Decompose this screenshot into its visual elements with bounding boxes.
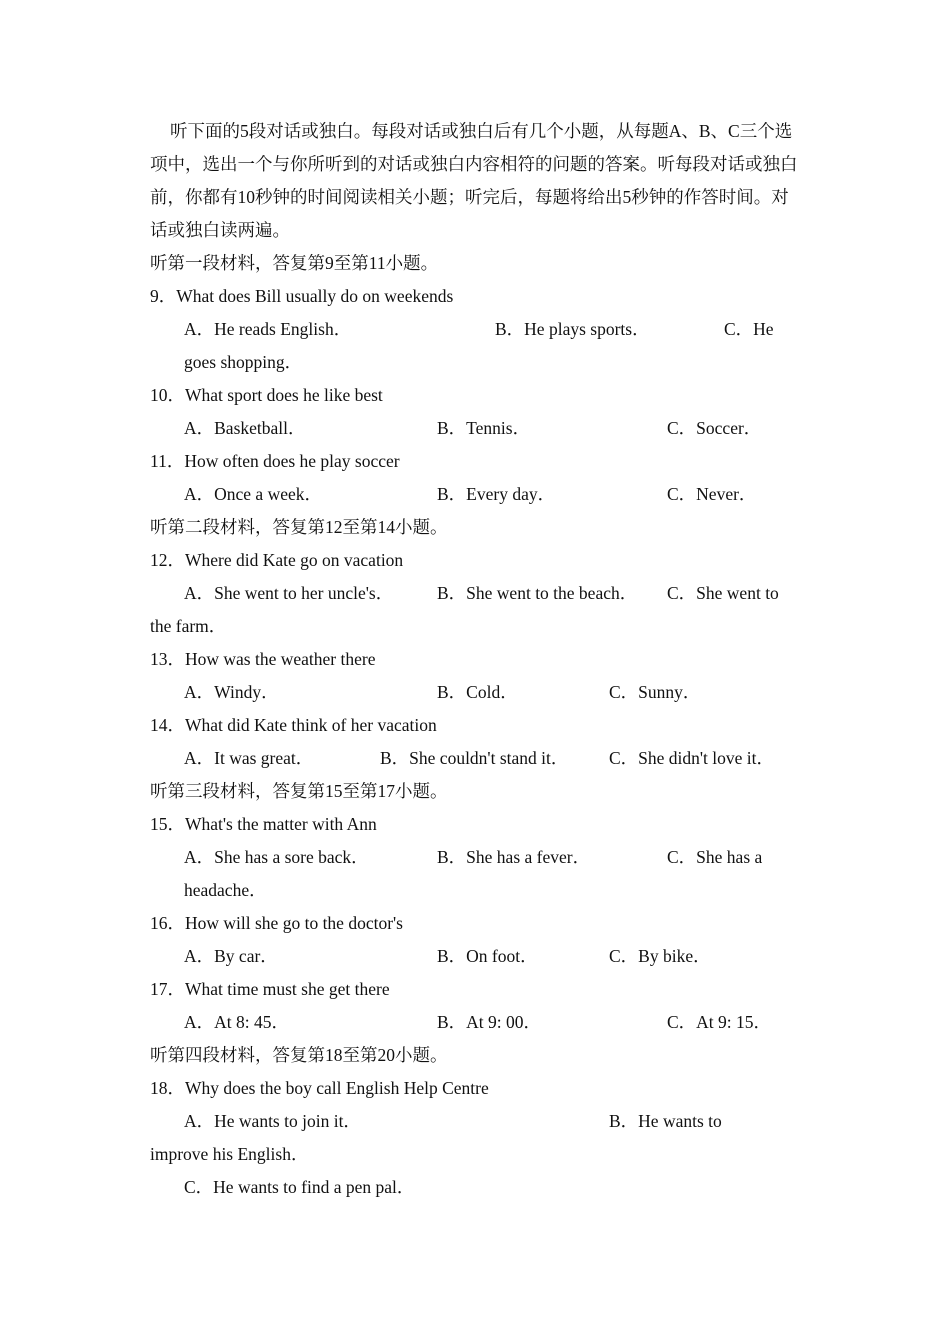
document-page bbox=[150, 115, 805, 1204]
question-12-option-c: C．She went to bbox=[667, 583, 779, 603]
question-12-options bbox=[150, 577, 805, 610]
question-16-stem: 16．How will she go to the doctor's bbox=[150, 913, 403, 933]
question-11-option-c: C．Never． bbox=[667, 484, 757, 504]
question-10-option-a: A．Basketball． bbox=[184, 418, 306, 438]
section-heading-1: 听第一段材料，答复第9至第11小题。 bbox=[150, 253, 439, 273]
question-13-option-b: B．Cold． bbox=[437, 682, 518, 702]
question-14-option-b: B．She couldn't stand it． bbox=[380, 748, 569, 768]
question-13-options bbox=[150, 676, 805, 709]
question-11-option-a: A．Once a week． bbox=[184, 484, 323, 504]
question-15-option-c-continued: headache． bbox=[184, 880, 267, 900]
question-18-option-b: B．He wants to bbox=[609, 1111, 722, 1131]
question-15-options bbox=[150, 841, 805, 874]
question-10-options bbox=[150, 412, 805, 445]
question-16-option-a: A．By car． bbox=[184, 946, 278, 966]
question-9-option-c: C．He bbox=[724, 319, 774, 339]
question-9-option-a: A．He reads English． bbox=[184, 319, 352, 339]
question-15-option-b: B．She has a fever． bbox=[437, 847, 591, 867]
question-18-option-b-continued: improve his English． bbox=[150, 1144, 309, 1164]
question-17-option-b: B．At 9: 00． bbox=[437, 1012, 542, 1032]
question-9-options bbox=[150, 313, 805, 346]
question-11-stem: 11．How often does he play soccer bbox=[150, 451, 400, 471]
question-17-stem: 17．What time must she get there bbox=[150, 979, 390, 999]
question-12-option-b: B．She went to the beach． bbox=[437, 583, 638, 603]
question-16-option-c: C．By bike． bbox=[609, 946, 711, 966]
question-9-stem: 9．What does Bill usually do on weekends bbox=[150, 286, 454, 306]
section-heading-3: 听第三段材料，答复第15至第17小题。 bbox=[150, 781, 448, 801]
question-13-option-c: C．Sunny． bbox=[609, 682, 701, 702]
question-15-stem: 15．What's the matter with Ann bbox=[150, 814, 377, 834]
question-12-option-a: A．She went to her uncle's． bbox=[184, 583, 394, 603]
section-heading-4: 听第四段材料，答复第18至第20小题。 bbox=[150, 1045, 448, 1065]
question-14-options bbox=[150, 742, 805, 775]
question-18-option-a: A．He wants to join it． bbox=[184, 1111, 361, 1131]
question-14-stem: 14．What did Kate think of her vacation bbox=[150, 715, 437, 735]
question-18-options bbox=[150, 1105, 805, 1138]
question-11-option-b: B．Every day． bbox=[437, 484, 556, 504]
question-13-stem: 13．How was the weather there bbox=[150, 649, 376, 669]
question-14-option-a: A．It was great． bbox=[184, 748, 314, 768]
question-10-option-b: B．Tennis． bbox=[437, 418, 531, 438]
question-9-option-c-continued: goes shopping． bbox=[184, 352, 303, 372]
question-10-stem: 10．What sport does he like best bbox=[150, 385, 383, 405]
question-18-stem: 18．Why does the boy call English Help Centre bbox=[150, 1078, 489, 1098]
section-heading-2: 听第二段材料，答复第12至第14小题。 bbox=[150, 517, 448, 537]
question-17-option-a: A．At 8: 45． bbox=[184, 1012, 289, 1032]
question-12-stem: 12．Where did Kate go on vacation bbox=[150, 550, 404, 570]
question-16-options bbox=[150, 940, 805, 973]
question-10-option-c: C．Soccer． bbox=[667, 418, 762, 438]
question-14-option-c: C．She didn't love it． bbox=[609, 748, 775, 768]
question-16-option-b: B．On foot． bbox=[437, 946, 538, 966]
question-17-option-c: C．At 9: 15． bbox=[667, 1012, 772, 1032]
question-12-option-c-continued: the farm． bbox=[150, 616, 227, 636]
question-11-options bbox=[150, 478, 805, 511]
question-15-option-c: C．She has a bbox=[667, 847, 763, 867]
instructions-paragraph: 听下面的5段对话或独白。每段对话或独白后有几个小题，从每题A、B、C三个选项中，选出一个与你所听到的对话或独白内容相符的问题的答案。听每段对话或独白前，你都有10秒钟的时间阅读相关小题；听完后，每题将给出5秒钟的作答时间。对话或独白读两遍。 bbox=[150, 121, 798, 240]
question-15-option-a: A．She has a sore back． bbox=[184, 847, 369, 867]
question-17-options bbox=[150, 1006, 805, 1039]
question-18-option-c: C．He wants to find a pen pal． bbox=[184, 1177, 415, 1197]
question-13-option-a: A．Windy． bbox=[184, 682, 279, 702]
question-9-option-b: B．He plays sports． bbox=[495, 319, 650, 339]
